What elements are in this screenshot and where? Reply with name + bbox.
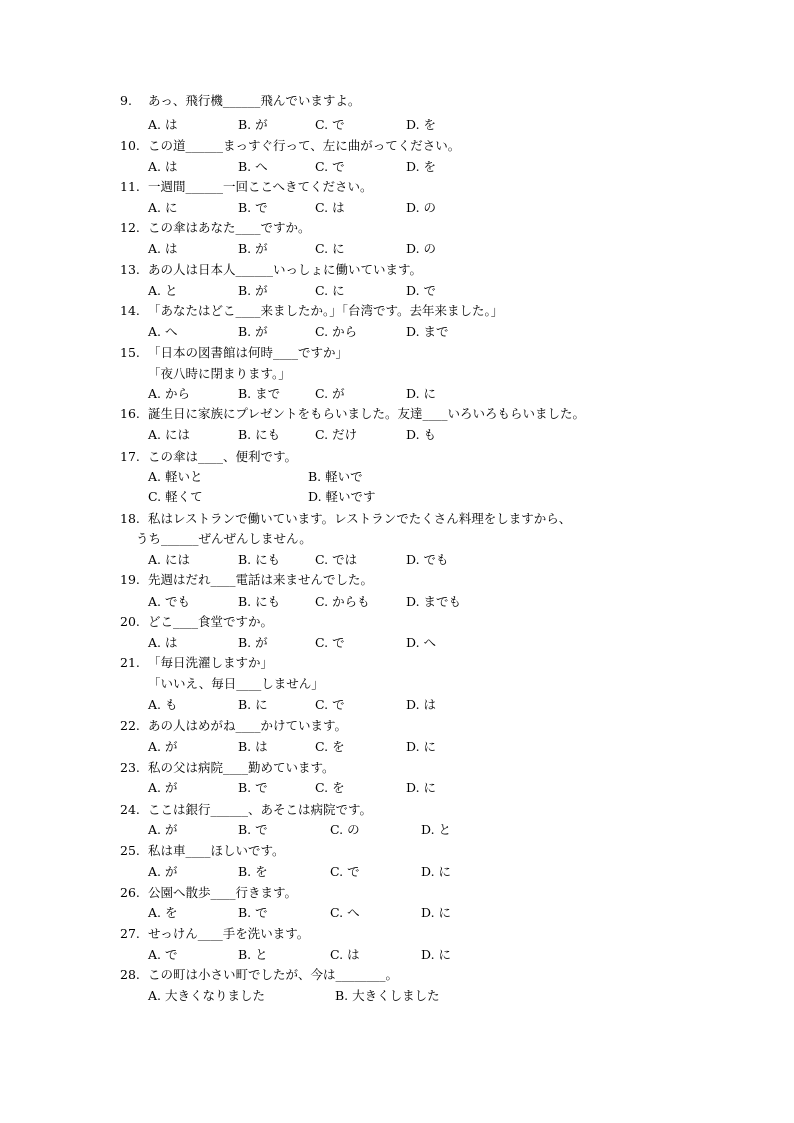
answer-option: A. を: [148, 905, 178, 920]
question-number: 26.: [120, 885, 140, 900]
answer-option: A. へ: [148, 324, 178, 339]
question-text: 一週間______一回ここへきてください。: [148, 179, 373, 194]
answer-option: D. までも: [406, 594, 462, 609]
answer-option: A. が: [148, 864, 178, 879]
answer-option: A. は: [148, 159, 178, 174]
question-number: 13.: [120, 262, 140, 277]
question-number: 20.: [120, 614, 140, 629]
answer-option: C. では: [315, 552, 358, 567]
question-number: 24.: [120, 802, 140, 817]
answer-option: C. で: [315, 117, 345, 132]
answer-option: D. に: [406, 739, 437, 754]
answer-option: C. を: [315, 780, 345, 795]
answer-option: B. で: [238, 200, 268, 215]
answer-option: C. に: [315, 283, 345, 298]
question-text: 「あなたはどこ____来ましたか。」「台湾です。去年来ました。」: [148, 303, 504, 318]
question-line: [120, 345, 349, 361]
question-line: [120, 655, 274, 671]
answer-option: C. からも: [315, 594, 370, 609]
question-number: 10.: [120, 138, 140, 153]
answer-option: C. で: [315, 159, 345, 174]
question-number: 17.: [120, 449, 140, 464]
question-text: 「日本の図書館は何時____ですか」: [148, 345, 349, 360]
answer-option: D. に: [406, 386, 437, 401]
answer-option: C. の: [330, 822, 360, 837]
answer-option: D. に: [421, 864, 452, 879]
answer-option: B. が: [238, 241, 268, 256]
answer-option: D. で: [406, 283, 437, 298]
answer-option: B. と: [238, 947, 268, 962]
answer-option: B. が: [238, 324, 268, 339]
answer-option: D. まで: [406, 324, 449, 339]
answer-option: A. が: [148, 822, 178, 837]
question-line: [120, 718, 348, 734]
answer-option: C. から: [315, 324, 358, 339]
answer-option: B. で: [238, 822, 268, 837]
answer-option: A. が: [148, 780, 178, 795]
question-text: あの人はめがね____かけています。: [148, 718, 348, 733]
answer-option: A. は: [148, 635, 178, 650]
answer-option: D. は: [406, 697, 437, 712]
answer-option: C. を: [315, 739, 345, 754]
question-subline: 「夜八時に閉まります。」: [148, 366, 291, 381]
answer-option: D. の: [406, 200, 437, 215]
answer-option: A. でも: [148, 594, 190, 609]
question-text: 私は車____ほしいです。: [148, 843, 285, 858]
answer-option: B. は: [238, 739, 268, 754]
answer-option: A. も: [148, 697, 178, 712]
answer-option: D. と: [421, 822, 452, 837]
question-text: ここは銀行______、あそこは病院です。: [148, 802, 373, 817]
question-line: [120, 843, 285, 859]
question-subline: 「いいえ、毎日____しません」: [148, 676, 324, 691]
answer-option: B. にも: [238, 552, 281, 567]
question-text: あの人は日本人______いっしょに働いています。: [148, 262, 423, 277]
answer-option: A. から: [148, 386, 190, 401]
answer-option: B. に: [238, 697, 268, 712]
answer-option: B. にも: [238, 594, 281, 609]
answer-option: B. が: [238, 635, 268, 650]
answer-option: B. で: [238, 905, 268, 920]
question-text: 誕生日に家族にプレゼントをもらいました。友達____いろいろもらいました。: [148, 406, 586, 421]
answer-option: A. に: [148, 200, 178, 215]
question-text: 先週はだれ____電話は来ませんでした。: [148, 572, 374, 587]
answer-option: B. で: [238, 780, 268, 795]
question-text: あっ、飛行機______飛んでいますよ。: [148, 93, 361, 108]
answer-option: D. の: [406, 241, 437, 256]
answer-option: A. 大きくなりました: [148, 988, 265, 1003]
answer-option: C. で: [330, 864, 360, 879]
answer-option: C. だけ: [315, 427, 358, 442]
question-number: 15.: [120, 345, 140, 360]
question-text: 私はレストランで働いています。レストランでたくさん料理をしますから、: [148, 511, 572, 526]
answer-option: D. に: [421, 947, 452, 962]
answer-option: C. で: [315, 697, 345, 712]
question-line: [120, 179, 373, 195]
question-number: 11.: [120, 179, 140, 194]
answer-option: D. でも: [406, 552, 449, 567]
answer-option: A. が: [148, 739, 178, 754]
answer-option: B. が: [238, 117, 268, 132]
question-line: [120, 220, 311, 236]
question-number: 27.: [120, 926, 140, 941]
question-text: せっけん____手を洗います。: [148, 926, 310, 941]
question-number: 22.: [120, 718, 140, 733]
question-number: 25.: [120, 843, 140, 858]
question-line: [120, 614, 274, 630]
answer-option: D. を: [406, 159, 437, 174]
question-number: 28.: [120, 967, 140, 982]
answer-option: C. で: [315, 635, 345, 650]
question-number: 23.: [120, 760, 140, 775]
answer-option: B. が: [238, 283, 268, 298]
question-line: [120, 760, 335, 776]
answer-option: D. も: [406, 427, 437, 442]
question-line: [120, 406, 586, 422]
question-text: どこ____食堂ですか。: [148, 614, 274, 629]
question-line: [120, 572, 374, 588]
answer-option: D. へ: [406, 635, 437, 650]
answer-option: A. 軽いと: [148, 469, 203, 484]
question-text: この傘はあなた____ですか。: [148, 220, 311, 235]
question-number: 12.: [120, 220, 140, 235]
question-text: 公園へ散歩____行きます。: [148, 885, 298, 900]
answer-option: A. には: [148, 427, 190, 442]
question-line: [120, 303, 504, 319]
question-number: 21.: [120, 655, 140, 670]
question-line: [120, 926, 310, 942]
question-line: [120, 967, 399, 983]
question-text: この道______まっすぐ行って、左に曲がってください。: [148, 138, 461, 153]
question-number: 16.: [120, 406, 140, 421]
question-line: [120, 802, 373, 818]
question-line: [120, 93, 361, 109]
answer-option: B. へ: [238, 159, 268, 174]
answer-option: D. 軽いです: [308, 489, 376, 504]
question-text: 私の父は病院____勤めています。: [148, 760, 335, 775]
answer-option: C. は: [330, 947, 360, 962]
question-number: 9.: [120, 93, 132, 108]
answer-option: C. に: [315, 241, 345, 256]
question-line: [120, 262, 423, 278]
answer-option: C. 軽くて: [148, 489, 203, 504]
question-text: この町は小さい町でしたが、今は________。: [148, 967, 399, 982]
answer-option: A. は: [148, 241, 178, 256]
answer-option: C. が: [315, 386, 345, 401]
answer-option: D. を: [406, 117, 437, 132]
answer-option: C. へ: [330, 905, 360, 920]
question-line: [120, 449, 298, 465]
answer-option: D. に: [421, 905, 452, 920]
answer-option: A. には: [148, 552, 190, 567]
question-text: 「毎日洗濯しますか」: [148, 655, 274, 670]
answer-option: C. は: [315, 200, 345, 215]
answer-option: B. 軽いで: [308, 469, 363, 484]
answer-option: B. を: [238, 864, 268, 879]
question-line: [120, 511, 572, 527]
answer-option: B. にも: [238, 427, 281, 442]
answer-option: B. 大きくしました: [335, 988, 440, 1003]
question-line: [120, 138, 461, 154]
question-number: 18.: [120, 511, 140, 526]
question-number: 14.: [120, 303, 140, 318]
answer-option: A. で: [148, 947, 178, 962]
answer-option: A. は: [148, 117, 178, 132]
answer-option: D. に: [406, 780, 437, 795]
question-continuation: うち______ぜんぜんしません。: [136, 531, 312, 546]
question-text: この傘は____、便利です。: [148, 449, 298, 464]
answer-option: A. と: [148, 283, 178, 298]
question-number: 19.: [120, 572, 140, 587]
question-line: [120, 885, 298, 901]
answer-option: B. まで: [238, 386, 281, 401]
